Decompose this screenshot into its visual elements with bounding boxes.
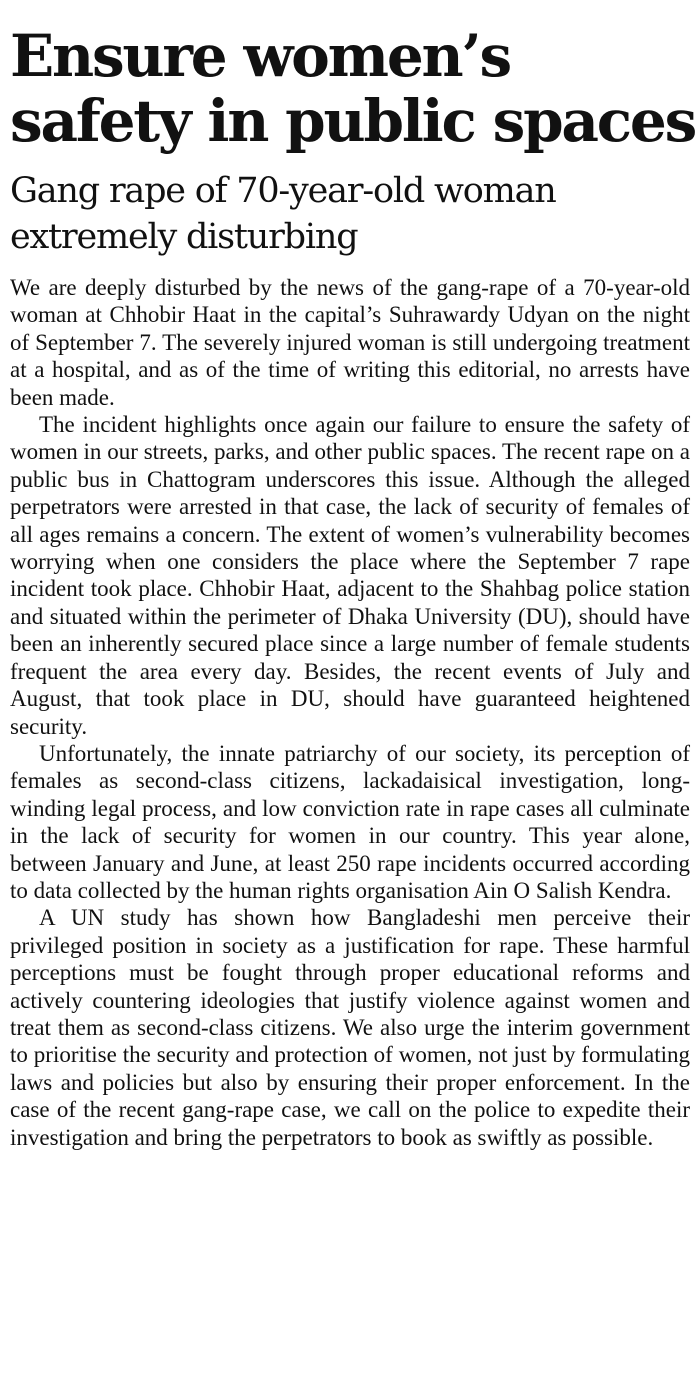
subheadline-line: Gang rape of 70-year-old woman — [10, 171, 556, 211]
headline — [10, 22, 696, 155]
headline-line: Ensure women’s — [10, 22, 510, 90]
article-body — [10, 274, 690, 1151]
paragraph: A UN study has shown how Bangladeshi men perceive their privileged position in society as a justification for rape. These harmful perceptions must be fought through proper educational reforms and actively countering ideologies that justify violence against women and treat them as second-class citizens. We also urge the interim government to prioritise the security and protection of women, not just by formulating laws and policies but also by ensuring their proper enforcement. In the case of the recent gang-rape case, we call on the police to expedite their investigation and bring the perpetrators to book as swiftly as possible. — [10, 905, 690, 1150]
headline-line: safety in public spaces — [10, 87, 696, 155]
paragraph: We are deeply disturbed by the news of the gang-rape of a 70-year-old woman at Chhobir Haat in the capital’s Suhrawardy Udyan on the night of September 7. The severely injured woman is still undergoing treatment at a hospital, and as of the time of writing this editorial, no arrests have been made. — [10, 275, 690, 410]
paragraph: The incident highlights once again our failure to ensure the safety of women in our streets, parks, and other public spaces. The recent rape on a public bus in Chattogram underscores this issue. Although the alleged perpetrators were arrested in that case, the lack of security of females of all ages remains a concern. The extent of women’s vulnerability becomes worrying when one considers the place where the September 7 rape incident took place. Chhobir Haat, adjacent to the Shahbag police station and situated within the perimeter of Dhaka University (DU), should have been an inherently secured place since a large number of female students frequent the area every day. Besides, the recent events of July and August, that took place in DU, should have guaranteed heightened security. — [10, 412, 690, 739]
subheadline-line: extremely disturbing — [10, 217, 358, 257]
editorial-article — [10, 22, 696, 1151]
subheadline — [10, 168, 690, 260]
paragraph: Unfortunately, the innate patriarchy of our society, its perception of females as second-class citizens, lackadaisical investigation, long-winding legal process, and low conviction rate in rape cases all culminate in the lack of security for women in our country. This year alone, between January and June, at least 250 rape incidents occurred according to data collected by the human rights organisation Ain O Salish Kendra. — [10, 740, 690, 903]
